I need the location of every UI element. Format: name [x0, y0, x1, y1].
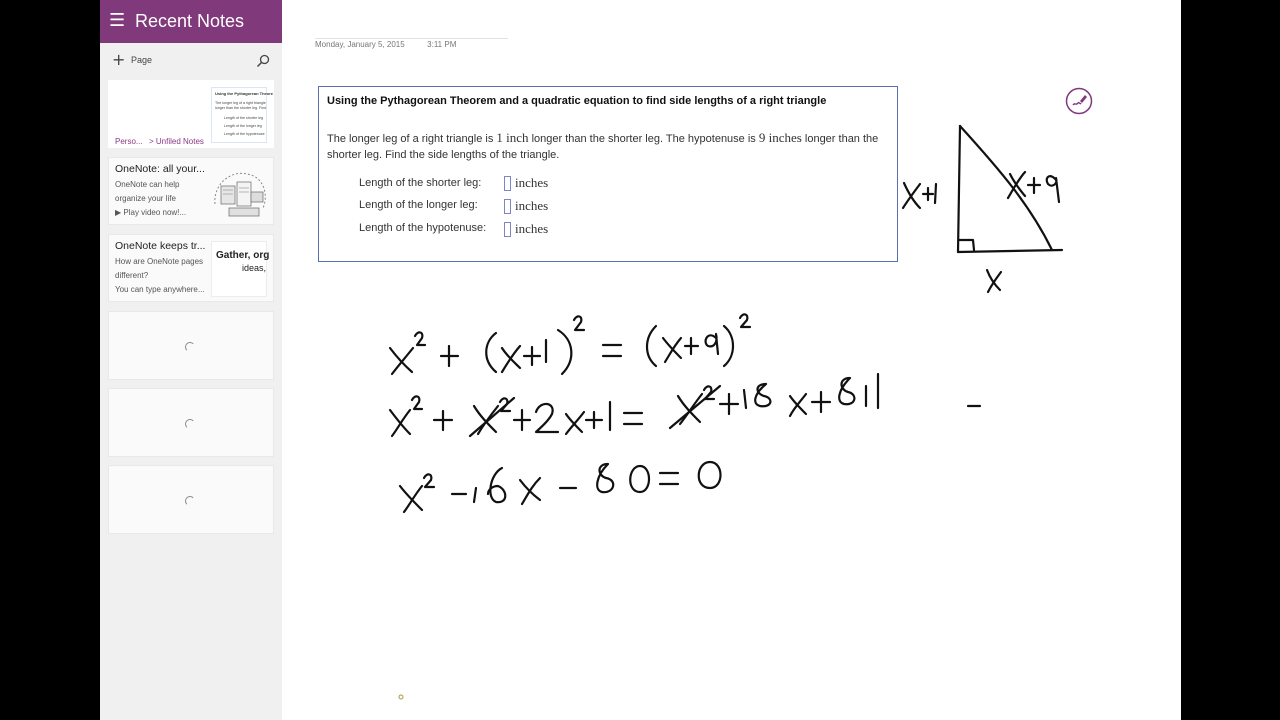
answer-label-longer-leg: Length of the longer leg: [359, 199, 478, 211]
label-x-plus-9 [1008, 172, 1059, 202]
thumb-line: Length of the hypotenuse [224, 132, 265, 136]
card-title: OneNote keeps tr... [115, 240, 206, 252]
cursor-icon [398, 694, 404, 700]
page-date: Monday, January 5, 2015 [315, 40, 405, 49]
question-text: The longer leg of a right triangle is [327, 133, 497, 145]
breadcrumb-section[interactable]: Perso... [115, 137, 143, 146]
value-1: 1 inch [496, 130, 529, 145]
onenote-window [100, 0, 1181, 720]
equation-3 [400, 462, 721, 512]
card-line: OneNote can help [115, 180, 180, 189]
card-line: You can type anywhere... [115, 285, 205, 294]
answer-unit: inches [515, 198, 549, 213]
card-line: organize your life [115, 194, 176, 203]
triangle-drawing [958, 126, 1062, 252]
card-title: OneNote: all your... [115, 163, 205, 175]
label-x [987, 270, 1001, 292]
card-line: How are OneNote pages [115, 257, 204, 266]
thumb-line: Length of the longer leg [224, 124, 262, 128]
equation-2 [390, 374, 980, 436]
handwriting-ink [100, 0, 1181, 720]
thumb-line: Length of the shorter leg [224, 116, 263, 120]
equation-1 [390, 314, 750, 374]
card-line: different? [115, 271, 149, 280]
answer-label-shorter-leg: Length of the shorter leg: [359, 177, 482, 189]
answer-unit: inches [515, 175, 549, 190]
app-title: Recent Notes [135, 11, 245, 31]
add-page-button[interactable]: Page [131, 55, 153, 65]
answer-unit: inches [515, 221, 549, 236]
thumb-line: Using the Pythagorean Theore [215, 91, 274, 96]
hamburger-menu-icon[interactable]: ☰ [109, 10, 126, 31]
value-2: 9 inches [758, 130, 802, 145]
question-text: longer than the shorter leg. Find the side lengths of the triangle. [327, 133, 879, 161]
thumb-subtitle: ideas, [242, 263, 267, 273]
plus-icon[interactable]: + [112, 50, 126, 69]
label-x-plus-1 [903, 183, 936, 208]
thumb-title: Gather, org [216, 250, 270, 261]
thumb-line: longer than the shorter leg. Find [215, 106, 266, 110]
answer-label-hypotenuse: Length of the hypotenuse: [359, 222, 487, 234]
thumb-line: The longer leg of a right triangle [215, 101, 266, 105]
question-title: Using the Pythagorean Theorem and a quadratic equation to find side lengths of a right triangle [327, 95, 827, 107]
page-time: 3:11 PM [427, 40, 457, 49]
card-line: ▶ Play video now!... [115, 208, 187, 217]
question-text: longer than the shorter leg. The hypotenuse is [528, 133, 759, 145]
breadcrumb-page[interactable]: > Unfiled Notes [149, 137, 204, 146]
